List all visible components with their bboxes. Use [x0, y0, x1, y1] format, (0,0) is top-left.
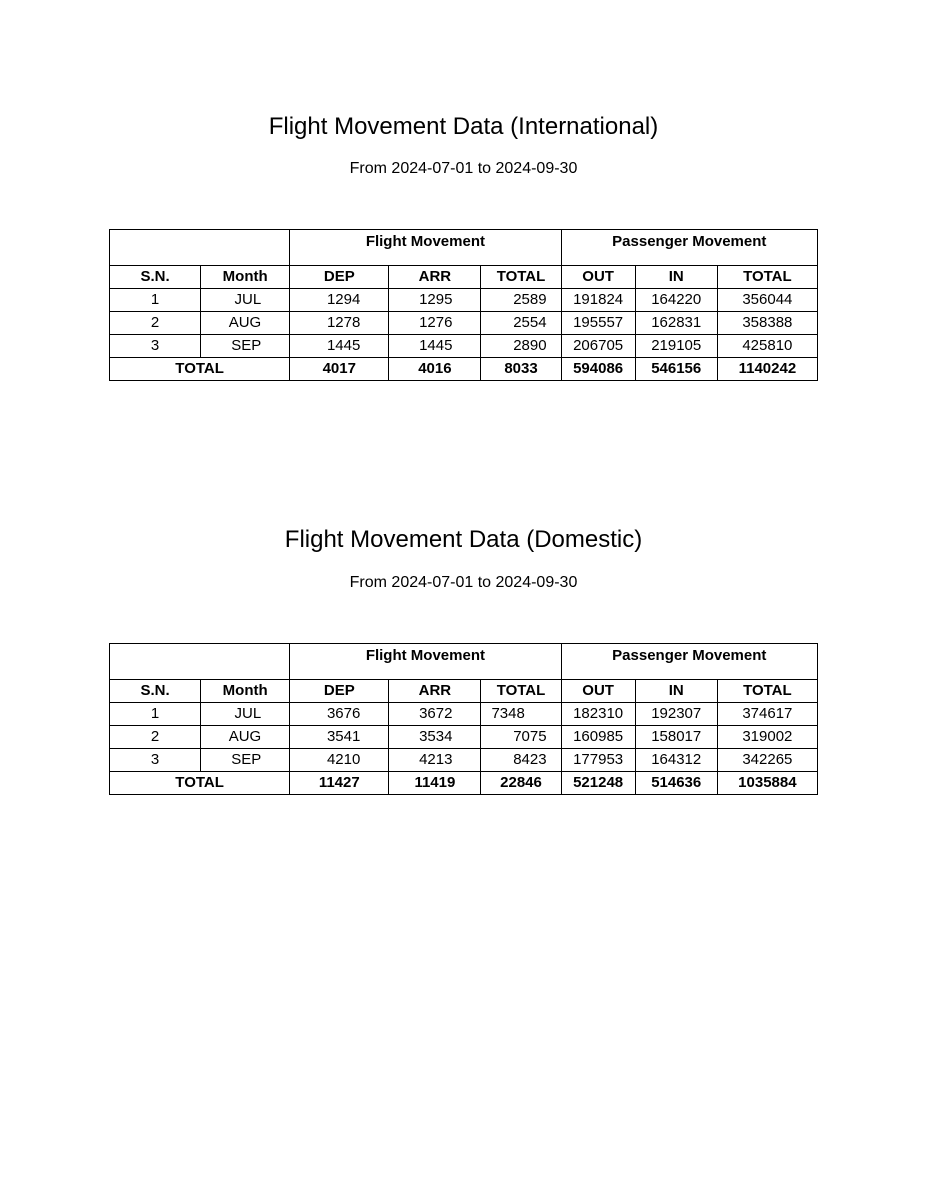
international-column-header-row	[110, 266, 818, 289]
cell-sn: 1	[110, 289, 201, 312]
total-arr: 4016	[389, 358, 481, 381]
total-in: 546156	[635, 358, 717, 381]
column-header: Month	[201, 266, 290, 289]
column-header: TOTAL	[717, 680, 817, 703]
cell-dep: 3541	[290, 726, 389, 749]
cell-sn: 3	[110, 335, 201, 358]
cell-out: 195557	[561, 312, 635, 335]
column-header: DEP	[290, 680, 389, 703]
cell-dep: 1278	[290, 312, 389, 335]
column-header: DEP	[290, 266, 389, 289]
cell-flight-total: 2890	[481, 335, 561, 358]
column-header: S.N.	[110, 266, 201, 289]
table-row	[110, 289, 818, 312]
cell-passenger-total: 356044	[717, 289, 817, 312]
cell-arr: 3672	[389, 703, 481, 726]
flight-movement-header: Flight Movement	[290, 230, 561, 266]
total-row	[110, 358, 818, 381]
cell-flight-total: 2554	[481, 312, 561, 335]
flight-movement-header: Flight Movement	[290, 644, 561, 680]
cell-out: 160985	[561, 726, 635, 749]
cell-flight-total: 7075	[481, 726, 561, 749]
domestic-column-header-row	[110, 680, 818, 703]
column-header: IN	[635, 266, 717, 289]
column-header: OUT	[561, 266, 635, 289]
total-arr: 11419	[389, 772, 481, 795]
cell-arr: 3534	[389, 726, 481, 749]
total-label: TOTAL	[110, 358, 290, 381]
passenger-movement-header: Passenger Movement	[561, 644, 817, 680]
cell-passenger-total: 425810	[717, 335, 817, 358]
cell-out: 177953	[561, 749, 635, 772]
cell-in: 164312	[635, 749, 717, 772]
total-passenger: 1035884	[717, 772, 817, 795]
domestic-table	[109, 643, 818, 795]
cell-in: 158017	[635, 726, 717, 749]
cell-sn: 2	[110, 726, 201, 749]
domestic-title: Flight Movement Data (Domestic)	[284, 526, 643, 553]
cell-in: 162831	[635, 312, 717, 335]
cell-sn: 1	[110, 703, 201, 726]
cell-sn: 3	[110, 749, 201, 772]
column-header: OUT	[561, 680, 635, 703]
cell-passenger-total: 319002	[717, 726, 817, 749]
cell-out: 206705	[561, 335, 635, 358]
table-row	[110, 749, 818, 772]
total-passenger: 1140242	[717, 358, 817, 381]
cell-month: AUG	[201, 312, 290, 335]
cell-month: JUL	[201, 703, 290, 726]
empty-header-cell	[110, 230, 290, 266]
cell-month: JUL	[201, 289, 290, 312]
total-dep: 4017	[290, 358, 389, 381]
total-in: 514636	[635, 772, 717, 795]
international-table	[109, 229, 818, 381]
cell-dep: 1294	[290, 289, 389, 312]
cell-in: 164220	[635, 289, 717, 312]
table-row	[110, 703, 818, 726]
column-header: ARR	[389, 266, 481, 289]
column-header: TOTAL	[481, 266, 561, 289]
international-date-range: From 2024-07-01 to 2024-09-30	[349, 160, 578, 177]
total-label: TOTAL	[110, 772, 290, 795]
cell-arr: 1276	[389, 312, 481, 335]
total-flight: 22846	[481, 772, 561, 795]
total-row	[110, 772, 818, 795]
cell-passenger-total: 358388	[717, 312, 817, 335]
cell-arr: 1295	[389, 289, 481, 312]
cell-month: AUG	[201, 726, 290, 749]
column-header: TOTAL	[481, 680, 561, 703]
total-dep: 11427	[290, 772, 389, 795]
domestic-group-header-row	[110, 644, 818, 680]
table-row	[110, 335, 818, 358]
domestic-date-range: From 2024-07-01 to 2024-09-30	[349, 574, 578, 591]
cell-dep: 1445	[290, 335, 389, 358]
cell-passenger-total: 342265	[717, 749, 817, 772]
cell-sn: 2	[110, 312, 201, 335]
cell-out: 191824	[561, 289, 635, 312]
cell-out: 182310	[561, 703, 635, 726]
cell-arr: 4213	[389, 749, 481, 772]
cell-arr: 1445	[389, 335, 481, 358]
column-header: Month	[201, 680, 290, 703]
cell-month: SEP	[201, 749, 290, 772]
cell-month: SEP	[201, 335, 290, 358]
international-title: Flight Movement Data (International)	[268, 113, 659, 140]
cell-in: 192307	[635, 703, 717, 726]
cell-in: 219105	[635, 335, 717, 358]
total-out: 594086	[561, 358, 635, 381]
total-out: 521248	[561, 772, 635, 795]
column-header: TOTAL	[717, 266, 817, 289]
cell-flight-total: 8423	[481, 749, 561, 772]
table-row	[110, 312, 818, 335]
empty-header-cell	[110, 644, 290, 680]
cell-passenger-total: 374617	[717, 703, 817, 726]
cell-dep: 4210	[290, 749, 389, 772]
table-row	[110, 726, 818, 749]
column-header: IN	[635, 680, 717, 703]
cell-dep: 3676	[290, 703, 389, 726]
column-header: S.N.	[110, 680, 201, 703]
cell-flight-total: 2589	[481, 289, 561, 312]
international-group-header-row	[110, 230, 818, 266]
total-flight: 8033	[481, 358, 561, 381]
column-header: ARR	[389, 680, 481, 703]
cell-flight-total: 7348	[481, 703, 561, 726]
passenger-movement-header: Passenger Movement	[561, 230, 817, 266]
